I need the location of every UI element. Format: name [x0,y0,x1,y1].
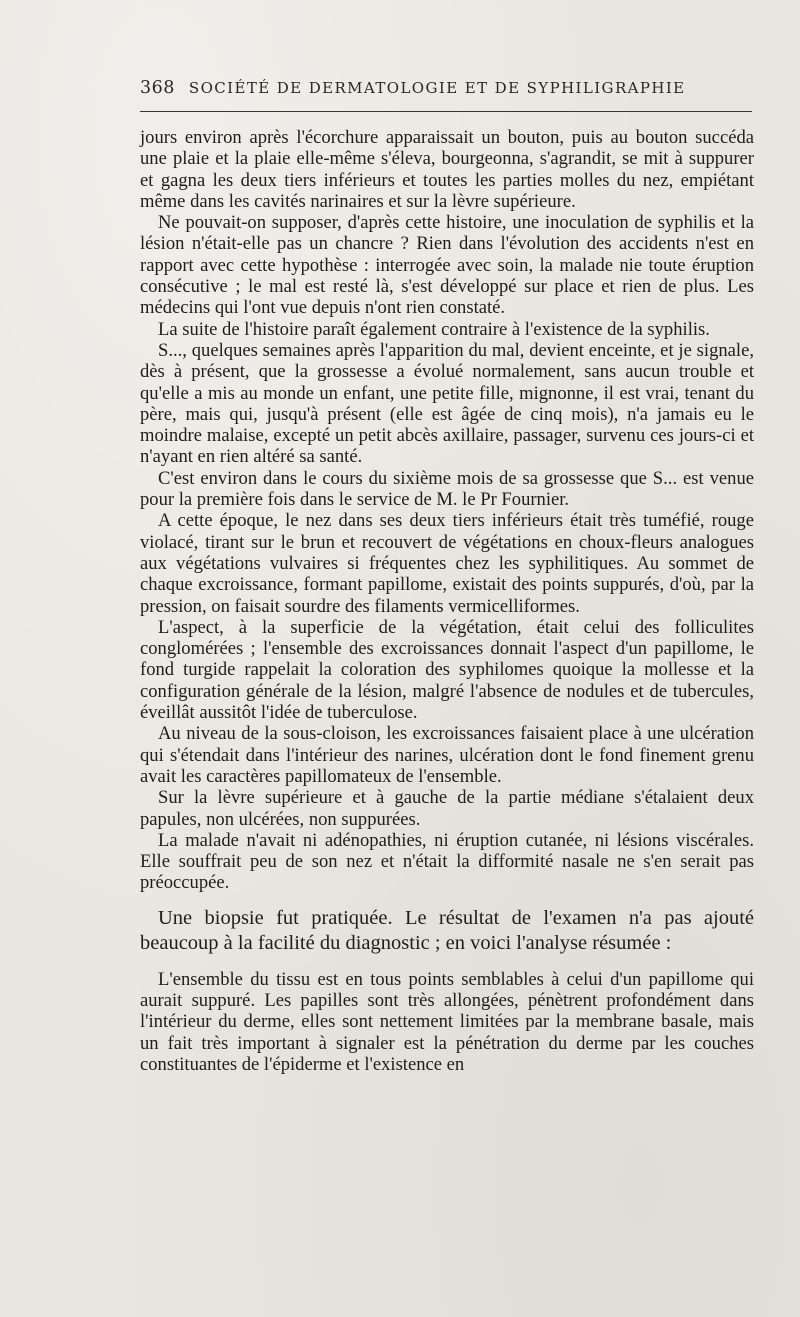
paragraph-continuation: jours environ après l'écorchure apparaissait un bouton, puis au bouton succéda une plaie et la plaie elle-même s'éleva, bourgeonna, s'agrandit, se mit à suppurer et gagna les deux tiers inférieurs et toutes les parties molles du nez, empiétant même dans les cavités narinaires et sur la lèvre supérieure. [140,127,754,212]
paragraph: Sur la lèvre supérieure et à gauche de la partie médiane s'étalaient deux papules, non ulcérées, non suppurées. [140,787,754,830]
paragraph: C'est environ dans le cours du sixième mois de sa grossesse que S... est venue pour la première fois dans le service de M. le Pr Fournier. [140,467,754,511]
header-rule [140,111,752,112]
running-title: SOCIÉTÉ DE DERMATOLOGIE ET DE SYPHILIGRAPHIE [188,79,686,97]
biopsy-lead-paragraph: Une biopsie fut pratiquée. Le résultat de l'examen n'a pas ajouté beaucoup à la facilité du diagnostic ; en voici l'analyse résumée : [140,906,754,954]
paragraph: Au niveau de la sous-cloison, les excroissances faisaient place à une ulcération qui s'étendait dans l'intérieur des narines, ulcération dont le fond finement grenu avait les caractères papillomateux de l'ensemble. [140,723,754,787]
paragraph: A cette époque, le nez dans ses deux tiers inférieurs était très tuméfié, rouge violacé, tirant sur le brun et recouvert de végétations en choux-fleurs analogues aux végétations vulvaires si fréquentes chez les syphilitiques. Au sommet de chaque excroissance, formant papillome, existait des points suppurés, d'où, par la pression, on faisait sourdre des filaments vermicelliformes. [140,510,754,617]
paragraph: La malade n'avait ni adénopathies, ni éruption cutanée, ni lésions viscérales. Elle souffrait peu de son nez et n'était la difformité nasale ne s'en serait pas préoccupée. [140,829,754,894]
paragraph: S..., quelques semaines après l'apparition du mal, devient enceinte, et je signale, dès à présent, que la grossesse a évolué normalement, sans aucun trouble et qu'elle a mis au monde un enfant, une petite fille, mignonne, il est vrai, tenant du père, mais qui, jusqu'à présent (elle est âgée de cinq mois), n'a jamais eu le moindre malaise, excepté un petit abcès axillaire, passager, survenu ces jours-ci et n'ayant en rien altéré sa santé. [140,339,754,468]
paragraph: La suite de l'histoire paraît également contraire à l'existence de la syphilis. [158,318,710,340]
page-number: 368 [140,78,175,98]
paragraph: Ne pouvait-on supposer, d'après cette histoire, une inoculation de syphilis et la lésion n'était-elle pas un chancre ? Rien dans l'évolution des accidents n'est en rapport avec cette hypothèse : interrogée avec soin, la malade nie toute éruption consécutive ; le mal est resté là, s'est développé sur place et rien de plus. Les médecins qui l'ont vue depuis n'ont rien constaté. [140,212,754,319]
paragraph: L'aspect, à la superficie de la végétation, était celui des folliculites conglomérées ; l'ensemble des excroissances donnait l'aspect d'un papillome, le fond turgide rappelait la coloration des syphilomes quoique la mollesse et la configuration générale de la lésion, malgré l'absence de nodules et de tubercules, éveillât aussitôt l'idée de tuberculose. [140,616,754,724]
article-body [140,127,754,1075]
page-header [140,78,752,98]
paragraph-analysis: L'ensemble du tissu est en tous points semblables à celui d'un papillome qui aurait suppuré. Les papilles sont très allongées, pénètrent profondément dans l'intérieur du derme, elles sont nettement limitées par la membrane basale, mais un fait très important à signaler est la pénétration du derme par les couches constituantes de l'épiderme et l'existence en [140,968,754,1075]
